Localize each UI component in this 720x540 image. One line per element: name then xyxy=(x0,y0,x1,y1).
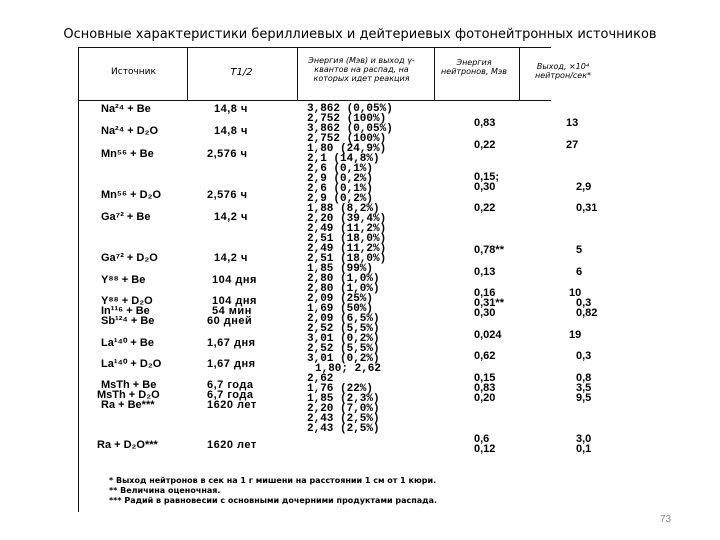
header-half-life: T1/2 xyxy=(230,67,253,78)
energy-cell: 2,9 (0,2%) xyxy=(307,193,374,205)
energy-cell: 2,20 (39,4%) xyxy=(307,213,387,225)
half-life-cell: 6,7 года xyxy=(207,389,254,401)
source-cell: Y⁸⁸ + D₂O xyxy=(101,295,153,307)
neutron-energy-cell: 0,20 xyxy=(474,392,496,404)
energy-cell: 2,51 (18,0%) xyxy=(307,233,387,245)
source-cell: Ga⁷² + Be xyxy=(101,211,151,223)
source-cell: Ga⁷² + D₂O xyxy=(101,252,158,264)
yield-cell: 2,9 xyxy=(576,181,592,193)
energy-cell: 2,6 (0,1%) xyxy=(307,163,374,175)
source-cell: MsTh + D₂O xyxy=(97,389,160,401)
energy-cell: 1,85 (2,3%) xyxy=(307,393,380,405)
yield-cell: 0,31 xyxy=(576,202,598,214)
yield-cell: 0,3 xyxy=(576,297,592,309)
source-cell: MsTh + Be xyxy=(101,379,157,391)
half-life-cell: 2,576 ч xyxy=(207,189,248,201)
half-life-cell: 14,8 ч xyxy=(214,103,248,115)
header-yield: Выход, ×10⁴ нейтрон/сек* xyxy=(534,62,592,80)
source-cell: Sb¹²⁴ + Be xyxy=(101,315,155,327)
half-life-cell: 104 дня xyxy=(212,295,257,307)
yield-cell: 13 xyxy=(566,117,579,129)
neutron-energy-cell: 0,83 xyxy=(474,382,496,394)
energy-cell: 1,69 (50%) xyxy=(307,303,374,315)
energy-cell: 2,49 (11,2%) xyxy=(307,223,387,235)
energy-cell: 2,1 (14,8%) xyxy=(307,153,380,165)
column-divider xyxy=(434,48,435,100)
neutron-energy-cell: 0,22 xyxy=(474,139,496,151)
half-life-cell: 1620 лет xyxy=(207,399,257,411)
footnotes xyxy=(109,476,539,506)
yield-cell: 5 xyxy=(576,244,583,256)
energy-cell: 1,80 (24,9%) xyxy=(307,143,387,155)
footnote: *** Радий в равновесии с основными дочерними продуктами распада. xyxy=(109,496,438,505)
neutron-energy-cell: 0,22 xyxy=(474,202,496,214)
half-life-cell: 14,8 ч xyxy=(214,125,248,137)
yield-cell: 0,3 xyxy=(576,350,592,362)
footnote: ** Величина оценочная. xyxy=(109,486,221,495)
half-life-cell: 104 дня xyxy=(212,274,257,286)
neutron-energy-cell: 0,12 xyxy=(474,443,496,455)
half-life-cell: 1,67 дня xyxy=(207,358,256,370)
neutron-energy-cell: 0,6 xyxy=(474,433,490,445)
source-cell: Mn⁵⁶ + Be xyxy=(101,148,154,160)
source-cell: Mn⁵⁶ + D₂O xyxy=(101,189,162,201)
energy-cell: 2,9 (0,2%) xyxy=(307,173,374,185)
header-source: Источник xyxy=(111,67,156,77)
energy-cell: 3,01 (0,2%) xyxy=(307,353,380,365)
half-life-cell: 1,67 дня xyxy=(207,337,256,349)
yield-cell: 0,82 xyxy=(576,307,598,319)
half-life-cell: 14,2 ч xyxy=(214,252,248,264)
column-divider xyxy=(297,48,298,100)
neutron-energy-cell: 0,30 xyxy=(474,181,496,193)
source-cell: La¹⁴⁰ + Be xyxy=(101,337,154,349)
energy-cell: 2,62 xyxy=(307,373,334,385)
energy-cell: 3,01 (0,2%) xyxy=(307,333,380,345)
neutron-energy-cell: 0,15; xyxy=(474,171,500,183)
yield-cell: 9,5 xyxy=(576,392,592,404)
slide-title: Основные характеристики бериллиевых и дейтериевых фотонейтронных источников xyxy=(63,27,657,42)
source-cell: Y⁸⁸ + Be xyxy=(101,274,146,286)
energy-cell: 2,6 (0,1%) xyxy=(307,183,374,195)
scanned-table xyxy=(78,47,598,512)
yield-cell: 10 xyxy=(569,287,582,299)
energy-cell: 2,43 (2,5%) xyxy=(307,423,380,435)
yield-cell: 27 xyxy=(566,139,579,151)
source-cell: Ra + Be*** xyxy=(101,399,155,411)
energy-cell: 2,09 (25%) xyxy=(307,293,374,305)
yield-cell: 6 xyxy=(576,266,583,278)
energy-cell: 3,862 (0,05%) xyxy=(307,103,393,115)
yield-cell: 3,5 xyxy=(576,382,592,394)
yield-cell: 0,1 xyxy=(576,443,592,455)
half-life-cell: 14,2 ч xyxy=(214,211,248,223)
energy-cell: 3,862 (0,05%) xyxy=(307,123,393,135)
header-neutron-energy: Энергия нейтронов, Мэв xyxy=(441,58,507,76)
energy-cell: 1,80; 2,62 xyxy=(315,363,382,375)
energy-cell: 2,20 (7,0%) xyxy=(307,403,380,415)
half-life-cell: 2,576 ч xyxy=(207,148,248,160)
energy-cell: 2,52 (5,5%) xyxy=(307,323,380,335)
energy-cell: 2,80 (1,0%) xyxy=(307,273,380,285)
neutron-energy-cell: 0,30 xyxy=(474,307,496,319)
neutron-energy-cell: 0,62 xyxy=(474,350,496,362)
energy-cell: 2,52 (5,5%) xyxy=(307,343,380,355)
header-rule xyxy=(79,100,551,101)
half-life-cell: 60 дней xyxy=(207,315,253,327)
energy-cell: 2,80 (1,0%) xyxy=(307,283,380,295)
energy-cell: 2,49 (11,2%) xyxy=(307,243,387,255)
footnote: * Выход нейтронов в сек на 1 г мишени на расстоянии 1 см от 1 кюри. xyxy=(109,476,437,485)
source-cell: Ra + D₂O*** xyxy=(97,439,158,451)
column-divider xyxy=(187,48,188,100)
neutron-energy-cell: 0,31** xyxy=(474,297,504,309)
energy-cell: 2,752 (100%) xyxy=(307,113,387,125)
energy-cell: 2,752 (100%) xyxy=(307,133,387,145)
column-divider xyxy=(519,48,520,100)
source-cell: In¹¹⁶ + Be xyxy=(101,305,150,317)
energy-cell: 1,85 (99%) xyxy=(307,263,374,275)
energy-cell: 2,51 (18,0%) xyxy=(307,253,387,265)
header-gamma-energy: Энергия (Мэв) и выход γ-квантов на распад, на которых идет реакция xyxy=(308,56,415,83)
yield-cell: 0,8 xyxy=(576,372,592,384)
source-cell: La¹⁴⁰ + D₂O xyxy=(101,358,162,370)
energy-cell: 1,88 (8,2%) xyxy=(307,203,380,215)
half-life-cell: 54 мин xyxy=(212,305,252,317)
half-life-cell: 6,7 года xyxy=(207,379,254,391)
energy-cell: 2,43 (2,5%) xyxy=(307,413,380,425)
half-life-cell: 1620 лет xyxy=(207,439,257,451)
neutron-energy-cell: 0,15 xyxy=(474,372,496,384)
neutron-energy-cell: 0,78** xyxy=(474,244,504,256)
yield-cell: 19 xyxy=(569,329,582,341)
yield-cell: 3,0 xyxy=(576,433,592,445)
energy-cell: 1,76 (22%) xyxy=(307,383,374,395)
page-number: 73 xyxy=(660,514,672,525)
neutron-energy-cell: 0,024 xyxy=(474,329,502,341)
source-cell: Na²⁴ + Be xyxy=(101,103,151,115)
neutron-energy-cell: 0,16 xyxy=(474,287,496,299)
source-cell: Na²⁴ + D₂O xyxy=(101,125,159,137)
neutron-energy-cell: 0,13 xyxy=(474,266,496,278)
neutron-energy-cell: 0,83 xyxy=(474,117,496,129)
energy-cell: 2,09 (6,5%) xyxy=(307,313,380,325)
